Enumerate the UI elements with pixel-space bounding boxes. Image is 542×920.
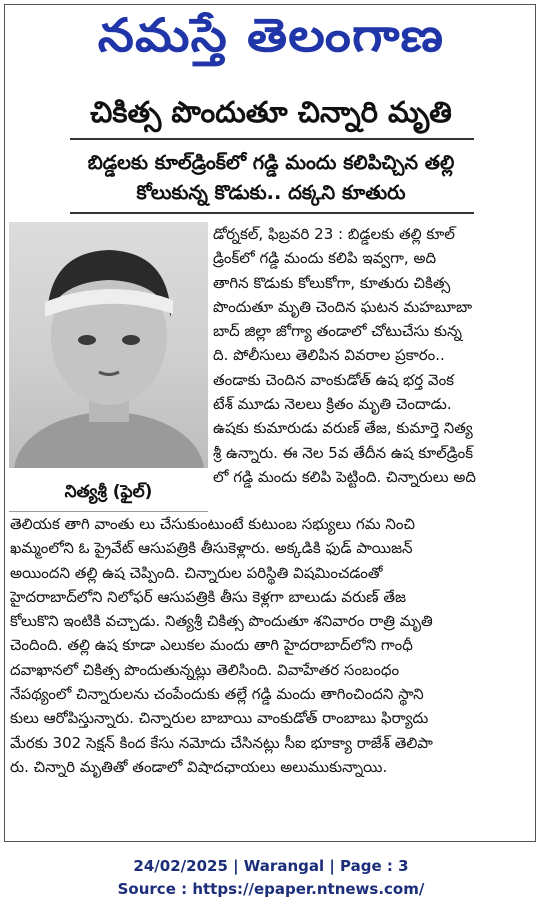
article-line: మేరకు 302 సెక్షన్ కింద కేసు నమోదు చేసినట్లు సీఐ భూక్యా రాజేశ్ తెలిపా xyxy=(10,733,433,752)
child-portrait-illustration xyxy=(9,222,208,468)
article-line: పొందుతూ మృతి చెందిన ఘటన మహబూబా xyxy=(213,297,473,316)
deck-line-2: కోలుకున్న కొడుకు.. దక్కని కూతురు xyxy=(136,181,406,204)
article-line: శ్రీ ఉన్నారు. ఈ నెల 5వ తేదీన ఉష కూల్‌డ్రింక్ xyxy=(213,443,474,462)
source-footer xyxy=(0,855,542,901)
article-side-column xyxy=(213,222,527,489)
deck-rule xyxy=(70,212,474,214)
newspaper-masthead: నమస్తే తెలంగాణ xyxy=(97,8,445,62)
headline: చికిత్స పొందుతూ చిన్నారి మృతి xyxy=(90,95,452,129)
headline-rule xyxy=(70,138,474,140)
article-line: తండాకు చెందిన వాంకుడోత్ ఉష భర్త వెంక xyxy=(213,370,455,389)
article-line: హైదరాబాద్‌లోని నిలోఫర్ ఆసుపత్రికి తీసు కెళ్లగా బాలుడు వరుణ్ తేజ xyxy=(10,587,406,606)
child-photo xyxy=(9,222,208,468)
dateline: 24/02/2025 | Warangal | Page : 3 xyxy=(133,857,409,875)
article-line: కులు ఆరోపిస్తున్నారు. చిన్నారుల బాబాయి వాంకుడోత్ రాంబాబు ఫిర్యాదు xyxy=(10,709,429,728)
article-full-column xyxy=(10,512,528,779)
article-line: టేశ్ మూడు నెలలు క్రితం మృతి చెందాడు. xyxy=(213,395,452,414)
source-link[interactable]: Source : https://epaper.ntnews.com/ xyxy=(117,880,425,898)
article-line: బాద్ జిల్లా జోగ్యా తండాలో చోటుచేసు కున్న xyxy=(213,322,462,341)
article-line: లో గడ్డి మందు కలిపి పెట్టింది. చిన్నారులు అది xyxy=(213,467,476,486)
article-line: డోర్నకల్, ఫిబ్రవరి 23 : బిడ్డలకు తల్లి కూల్ xyxy=(213,225,455,243)
photo-caption: నిత్యశ్రీ (ఫైల్) xyxy=(64,482,153,502)
article-line: ది. పోలీసులు తెలిపిన వివరాల ప్రకారం.. xyxy=(213,346,445,365)
article-line: తెలియక తాగి వాంతు లు చేసుకుంటుంటే కుటుంబ సభ్యులు గమ నించి xyxy=(10,515,416,533)
article-line: దవాఖానలో చికిత్స పొందుతున్నట్లు తెలిసింది. వివాహేతర సంబంధం xyxy=(10,660,400,679)
article-line: చెందింది. తల్లి ఉష కూడా ఎలుకల మందు తాగి హైదరాబాద్‌లోని గాంధీ xyxy=(10,636,413,655)
article-line: తాగిన కొడుకు కోలుకోగా, కూతురు చికిత్స xyxy=(213,273,451,292)
article-line: రు. చిన్నారి మృతితో తండాలో విషాదఛాయలు అలుముకున్నాయి. xyxy=(10,757,388,776)
article-line: డ్రింక్‌లో గడ్డి మందు కలిపి ఇవ్వగా, అది xyxy=(213,249,437,268)
article-line: కోలుకొని ఇంటికి వచ్చాడు. నిత్యశ్రీ చికిత్స పొందుతూ శనివారం రాత్రి మృతి xyxy=(10,612,433,631)
article-line: ఖమ్మంలోని ఓ ప్రైవేట్ ఆసుపత్రికి తీసుకెళ్లారు. అక్కడికి ఫుడ్ పాయిజన్ xyxy=(10,539,413,558)
article-line: అయిందని తల్లి ఉష చెప్పింది. చిన్నారుల పరిస్థితి విషమించడంతో xyxy=(10,563,383,582)
article-line: ఉషకు కుమారుడు వరుణ్ తేజ, కుమార్తె నిత్య xyxy=(213,419,473,438)
deck-line-1: బిడ్డలకు కూల్‌డ్రింక్‌లో గడ్డి మందు కలిపిచ్చిన తల్లి xyxy=(87,151,455,174)
article-line: నేపథ్యంలో చిన్నారులను చంపేందుకు తల్లే గడ్డి మందు తాగించిందని స్థాని xyxy=(10,685,424,704)
